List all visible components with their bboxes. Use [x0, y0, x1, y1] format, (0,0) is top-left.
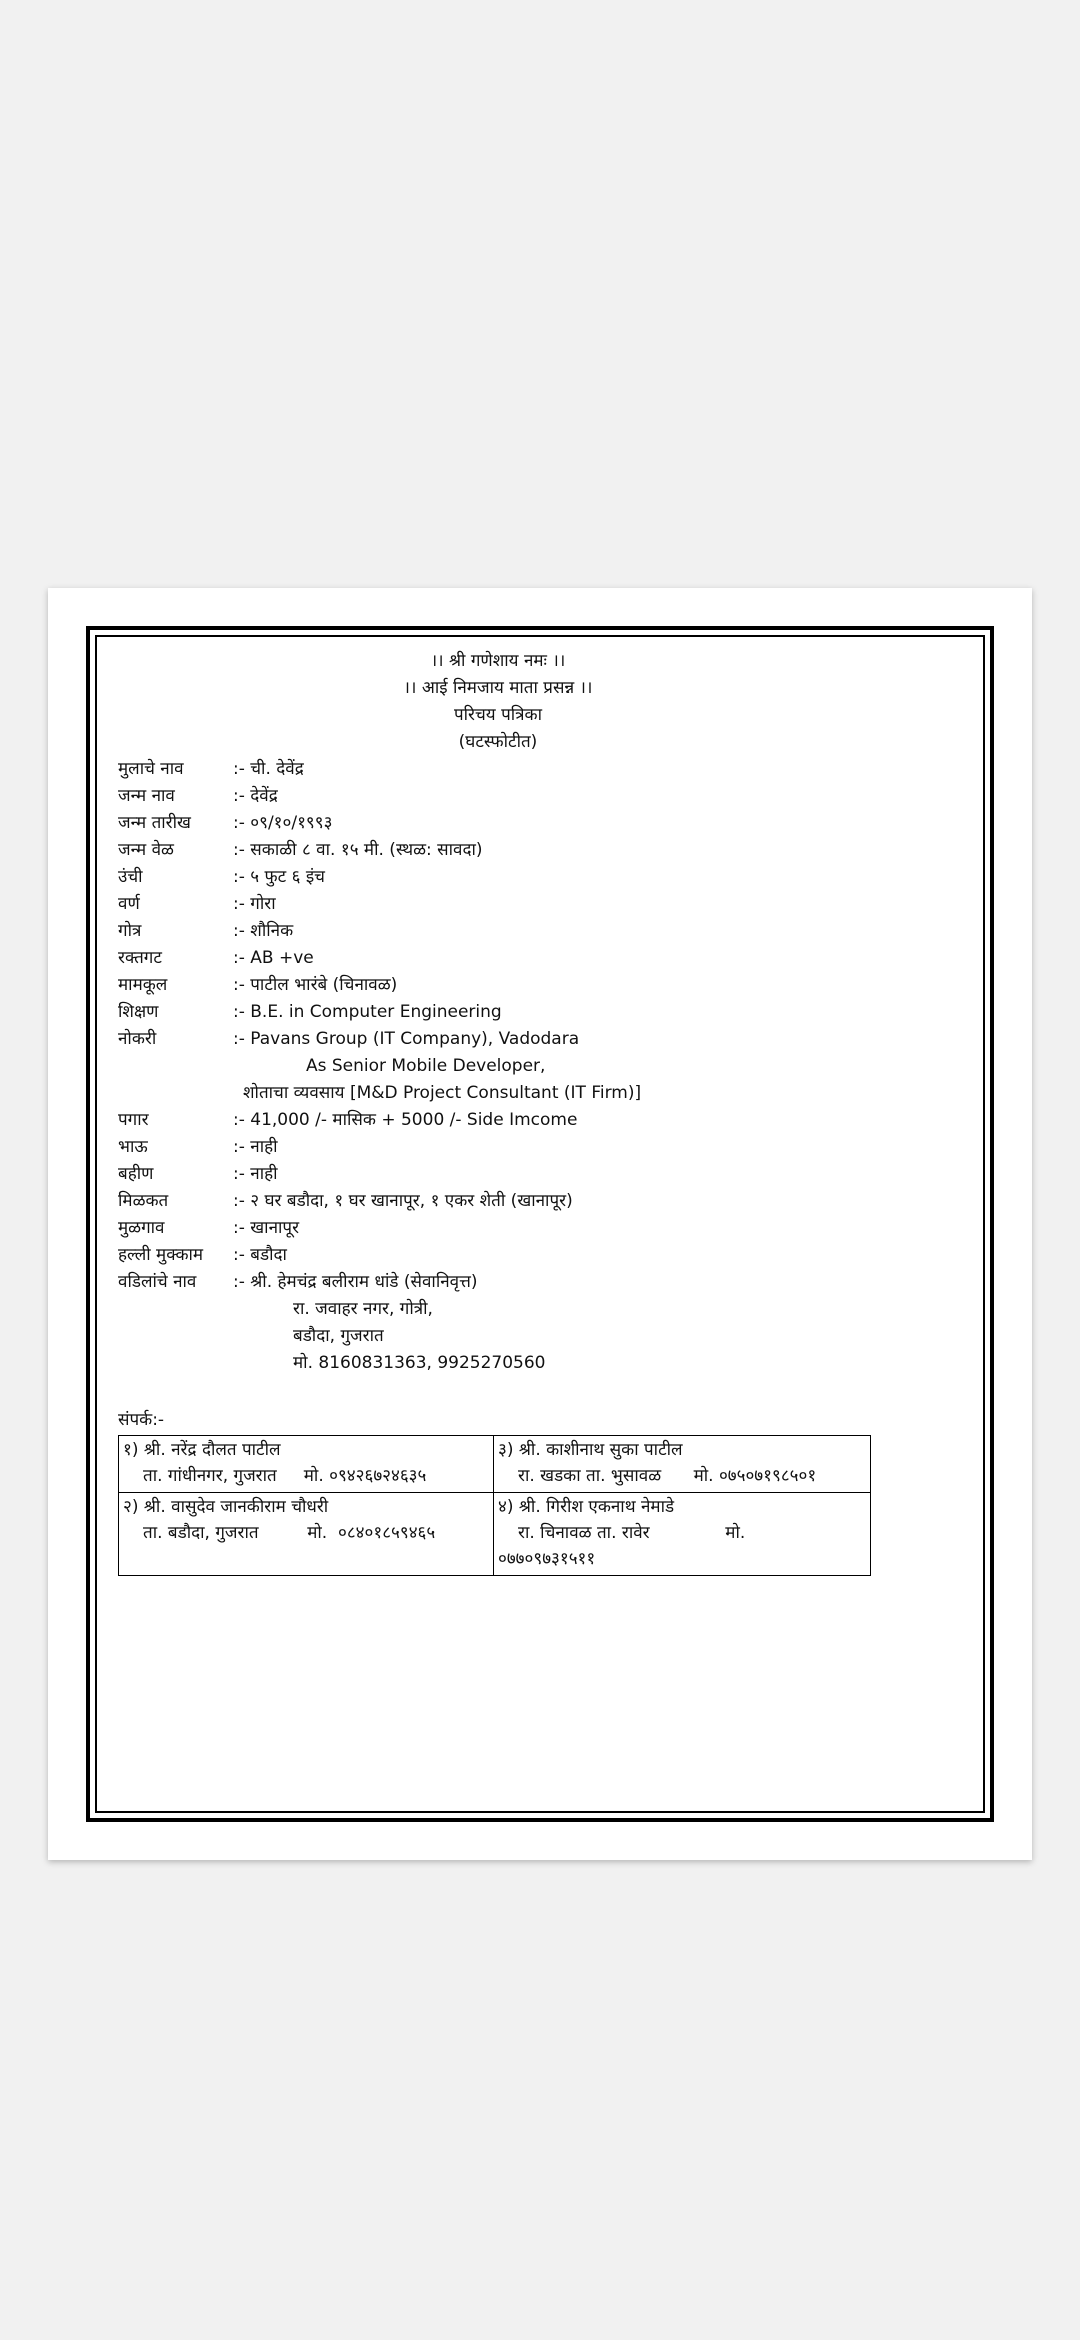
detail-row: रक्तगट :- AB +ve: [118, 948, 314, 968]
detail-row: मुलाचे नाव :- ची. देवेंद्र: [118, 759, 304, 779]
contact-address: ता. गांधीनगर, गुजरात मो. ०९४२६७२४६३५: [143, 1466, 427, 1486]
detail-row: जन्म वेळ :- सकाळी ८ वा. १५ मी. (स्थळ: सावदा): [118, 840, 483, 860]
contact-cell: [119, 1436, 494, 1493]
father-phone: मो. 8160831363, 9925270560: [293, 1353, 546, 1373]
contacts-table: [118, 1435, 871, 1576]
detail-row: मामकूल :- पाटील भारंबे (चिनावळ): [118, 975, 398, 995]
detail-row: मुळगाव :- खानापूर: [118, 1218, 300, 1238]
detail-row: बहीण :- नाही: [118, 1164, 278, 1184]
job-business: शोताचा व्यवसाय [M&D Project Consultant (IT Firm)]: [243, 1083, 642, 1103]
table-row: [119, 1436, 871, 1493]
contact-name: ३) श्री. काशीनाथ सुका पाटील: [498, 1440, 683, 1460]
table-row: [119, 1493, 871, 1576]
detail-row: जन्म तारीख :- ०९/१०/१९९३: [118, 813, 333, 833]
document-page: [48, 588, 1032, 1860]
contact-name: १) श्री. नरेंद्र दौलत पाटील: [123, 1440, 281, 1460]
contact-address: रा. चिनावळ ता. रावेर मो.: [518, 1523, 746, 1543]
detail-row: वर्ण :- गोरा: [118, 894, 276, 914]
contact-cell: [494, 1493, 871, 1576]
document-title: परिचय पत्रिका: [454, 705, 542, 725]
contact-name: ४) श्री. गिरीश एकनाथ नेमाडे: [498, 1497, 675, 1517]
detail-row: नोकरी :- Pavans Group (IT Company), Vadodara: [118, 1029, 580, 1049]
father-address-line: रा. जवाहर नगर, गोत्री,: [293, 1299, 433, 1319]
detail-row: गोत्र :- शौनिक: [118, 921, 294, 941]
job-designation: As Senior Mobile Developer,: [306, 1056, 546, 1076]
contact-cell: [494, 1436, 871, 1493]
contact-address: रा. खडका ता. भुसावळ मो. ०७५०७१९८५०१: [518, 1466, 817, 1486]
detail-row: मिळकत :- २ घर बडौदा, १ घर खानापूर, १ एकर शेती (खानापूर): [118, 1191, 573, 1211]
detail-row: जन्म नाव :- देवेंद्र: [118, 786, 278, 806]
contacts-heading: संपर्क:-: [118, 1410, 165, 1430]
father-address-line: बडौदा, गुजरात: [293, 1326, 384, 1346]
contact-cell: [119, 1493, 494, 1576]
detail-row: वडिलांचे नाव :- श्री. हेमचंद्र बलीराम धांडे (सेवानिवृत्त): [118, 1272, 478, 1292]
contact-address: ता. बडौदा, गुजरात मो. ०८४०१८५९४६५: [143, 1523, 436, 1543]
detail-row: पगार :- 41,000 /- मासिक + 5000 /- Side Imcome: [118, 1110, 578, 1130]
invocation-line: ।। श्री गणेशाय नमः ।।: [430, 651, 566, 671]
detail-row: शिक्षण :- B.E. in Computer Engineering: [118, 1002, 502, 1022]
document-subtitle: (घटस्फोटीत): [458, 732, 538, 752]
header-block: [118, 648, 878, 756]
details-list: [118, 756, 878, 1377]
biodata-content: [118, 648, 878, 1576]
contact-phone: ०७७०९७३१५११: [498, 1549, 596, 1569]
blessing-line: ।। आई निमजाय माता प्रसन्न ।।: [403, 678, 593, 698]
detail-row: उंची :- ५ फुट ६ इंच: [118, 867, 325, 887]
detail-row: हल्ली मुक्काम :- बडौदा: [118, 1245, 287, 1265]
detail-row: भाऊ :- नाही: [118, 1137, 278, 1157]
contact-name: २) श्री. वासुदेव जानकीराम चौधरी: [123, 1497, 329, 1517]
